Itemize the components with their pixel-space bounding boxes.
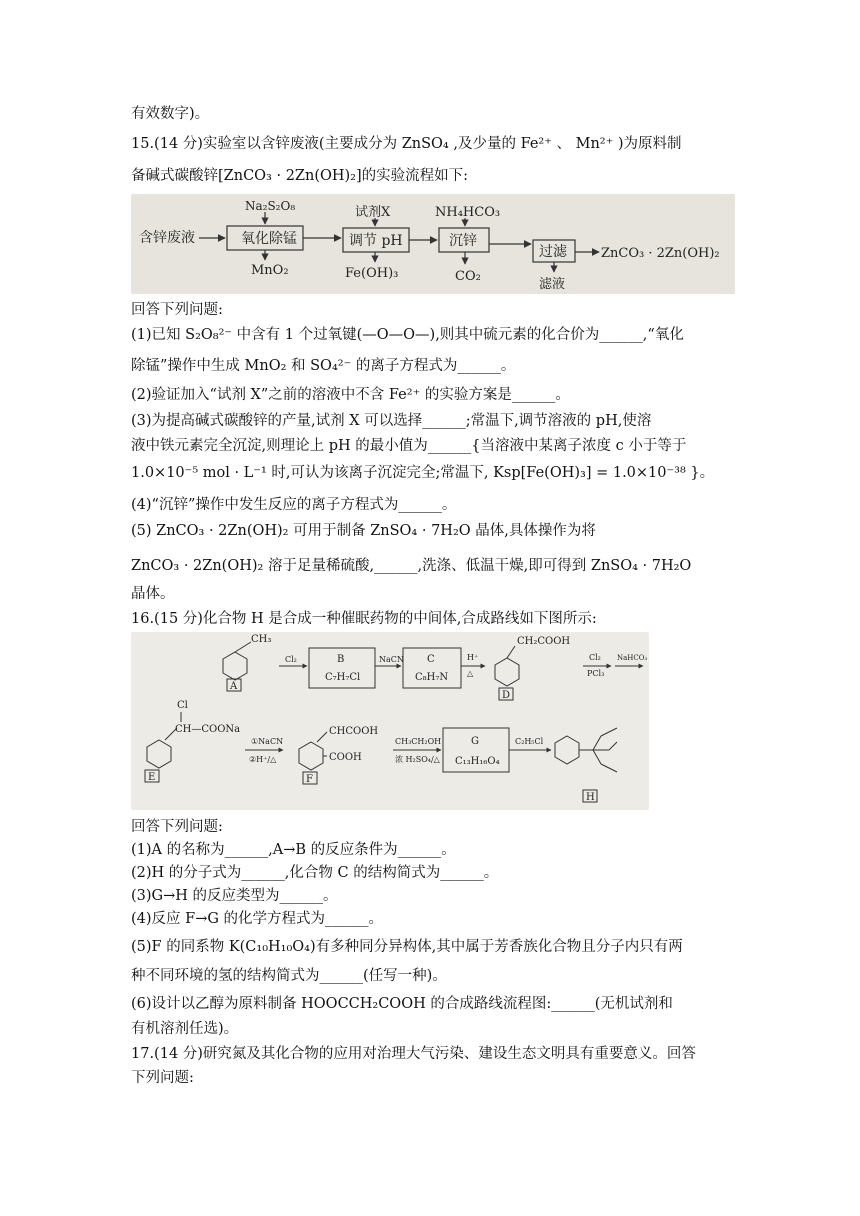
route-label-b: B xyxy=(337,654,345,665)
flow-final-product: ZnCO₃ · 2Zn(OH)₂ xyxy=(601,246,720,261)
text-line: (4)“沉锌”操作中发生反应的离子方程式为______。 xyxy=(131,497,457,513)
question-16-header: 16.(15 分)化合物 H 是合成一种催眠药物的中间体,合成路线如下图所示: xyxy=(131,611,597,627)
text-line: 1.0×10⁻⁵ mol · L⁻¹ 时,可认为该离子沉淀完全;常温下, Ksp[Fe(OH)₃] = 1.0×10⁻³⁸ }。 xyxy=(131,465,715,481)
question-15-header: 15.(14 分)实验室以含锌废液(主要成分为 ZnSO₄ ,及少量的 Fe²⁺ 、 Mn²⁺ )为原料制 xyxy=(131,136,682,152)
route-reagent: CH₃CH₂OH xyxy=(395,737,442,746)
route-label-e: E xyxy=(148,772,156,783)
route-label-g: G xyxy=(471,736,479,747)
route-reagent: ①NaCN xyxy=(251,737,284,746)
text-line: 回答下列问题: xyxy=(131,819,223,835)
flow-step: 氧化除锰 xyxy=(241,231,297,247)
flow-reagent: 试剂X xyxy=(355,205,391,220)
route-a-substituent: CH₃ xyxy=(251,634,272,645)
route-reagent: Cl₂ xyxy=(589,653,601,662)
route-label-d: D xyxy=(502,690,511,701)
text-line: 除锰”操作中生成 MnO₂ 和 SO₄²⁻ 的离子方程式为______。 xyxy=(131,358,516,374)
text-line: (1)已知 S₂O₈²⁻ 中含有 1 个过氧键(—O—O—),则其中硫元素的化合价为______,“氧化 xyxy=(131,327,684,343)
route-label-f: F xyxy=(306,774,313,785)
route-d-substituent: CH₂COOH xyxy=(517,636,571,647)
text-line: (3)为提高碱式碳酸锌的产量,试剂 X 可以选择______;常温下,调节溶液的 pH,使溶 xyxy=(131,413,652,429)
text-line: 有机溶剂任选)。 xyxy=(131,1021,239,1037)
route-reagent: NaHCO₃ xyxy=(617,654,648,662)
route-reagent: NaCN xyxy=(379,655,404,664)
flow-byproduct: Fe(OH)₃ xyxy=(345,266,399,281)
text-line: 回答下列问题: xyxy=(131,302,223,318)
text-line: (4)反应 F→G 的化学方程式为______。 xyxy=(131,911,384,927)
route-reagent: 浓 H₂SO₄/△ xyxy=(395,755,440,764)
text-line: 晶体。 xyxy=(131,586,175,602)
route-f-substituent: CHCOOH xyxy=(329,726,379,737)
route-e-substituent: CH—COONa xyxy=(175,724,241,735)
text-line: 种不同环境的氢的结构简式为______(任写一种)。 xyxy=(131,968,447,984)
route-reagent: PCl₃ xyxy=(587,669,605,678)
text-line: (2)验证加入“试剂 X”之前的溶液中不含 Fe²⁺ 的实验方案是______。 xyxy=(131,387,570,403)
text-line: (5) ZnCO₃ · 2Zn(OH)₂ 可用于制备 ZnSO₄ · 7H₂O 晶体,具体操作为将 xyxy=(131,523,596,539)
text-line: 有效数字)。 xyxy=(131,106,210,122)
flow-step: 过滤 xyxy=(539,244,567,260)
process-flow-figure xyxy=(131,194,735,294)
flow-start: 含锌废液 xyxy=(139,230,195,246)
flow-byproduct: CO₂ xyxy=(455,269,481,284)
route-reagent: H⁺ xyxy=(467,653,479,662)
text-line: (5)F 的同系物 K(C₁₀H₁₀O₄)有多种同分异构体,其中属于芳香族化合物且分子内只有两 xyxy=(131,939,683,955)
text-line: (3)G→H 的反应类型为______。 xyxy=(131,888,338,904)
question-17-header: 17.(14 分)研究氮及其化合物的应用对治理大气污染、建设生态文明具有重要意义。回答 xyxy=(131,1046,696,1062)
route-reagent: C₂H₅Cl xyxy=(515,737,544,746)
route-reagent: ②H⁺/△ xyxy=(249,755,277,764)
flow-byproduct: 滤液 xyxy=(539,277,566,292)
route-reagent: Cl₂ xyxy=(285,655,297,664)
route-e-substituent: Cl xyxy=(177,700,188,711)
route-formula-c: C₈H₇N xyxy=(415,672,449,683)
text-line: (6)设计以乙醇为原料制备 HOOCCH₂COOH 的合成路线流程图:______(无机试剂和 xyxy=(131,996,673,1012)
route-reagent: △ xyxy=(467,669,474,678)
route-label-a: A xyxy=(230,681,238,692)
flow-step: 沉锌 xyxy=(449,233,477,249)
text-line: 液中铁元素完全沉淀,则理论上 pH 的最小值为______{当溶液中某离子浓度 c 小于等于 xyxy=(131,438,687,454)
flow-reagent: NH₄HCO₃ xyxy=(435,205,501,220)
flow-reagent: Na₂S₂O₈ xyxy=(245,199,296,213)
synthesis-route-figure xyxy=(131,632,649,810)
flow-step: 调节 pH xyxy=(349,233,403,249)
text-line: 备碱式碳酸锌[ZnCO₃ · 2Zn(OH)₂]的实验流程如下: xyxy=(131,168,469,184)
flow-byproduct: MnO₂ xyxy=(251,263,289,278)
route-formula-b: C₇H₇Cl xyxy=(325,672,361,683)
route-label-c: C xyxy=(427,654,435,665)
text-line: 下列问题: xyxy=(131,1070,194,1086)
route-label-h: H xyxy=(586,792,595,803)
text-line: ZnCO₃ · 2Zn(OH)₂ 溶于足量稀硫酸,______,洗涤、低温干燥,即可得到 ZnSO₄ · 7H₂O xyxy=(131,558,692,574)
text-line: (1)A 的名称为______,A→B 的反应条件为______。 xyxy=(131,842,456,858)
route-formula-g: C₁₃H₁₆O₄ xyxy=(455,756,500,767)
text-line: (2)H 的分子式为______,化合物 C 的结构简式为______。 xyxy=(131,865,499,881)
route-f-substituent: COOH xyxy=(329,752,362,763)
